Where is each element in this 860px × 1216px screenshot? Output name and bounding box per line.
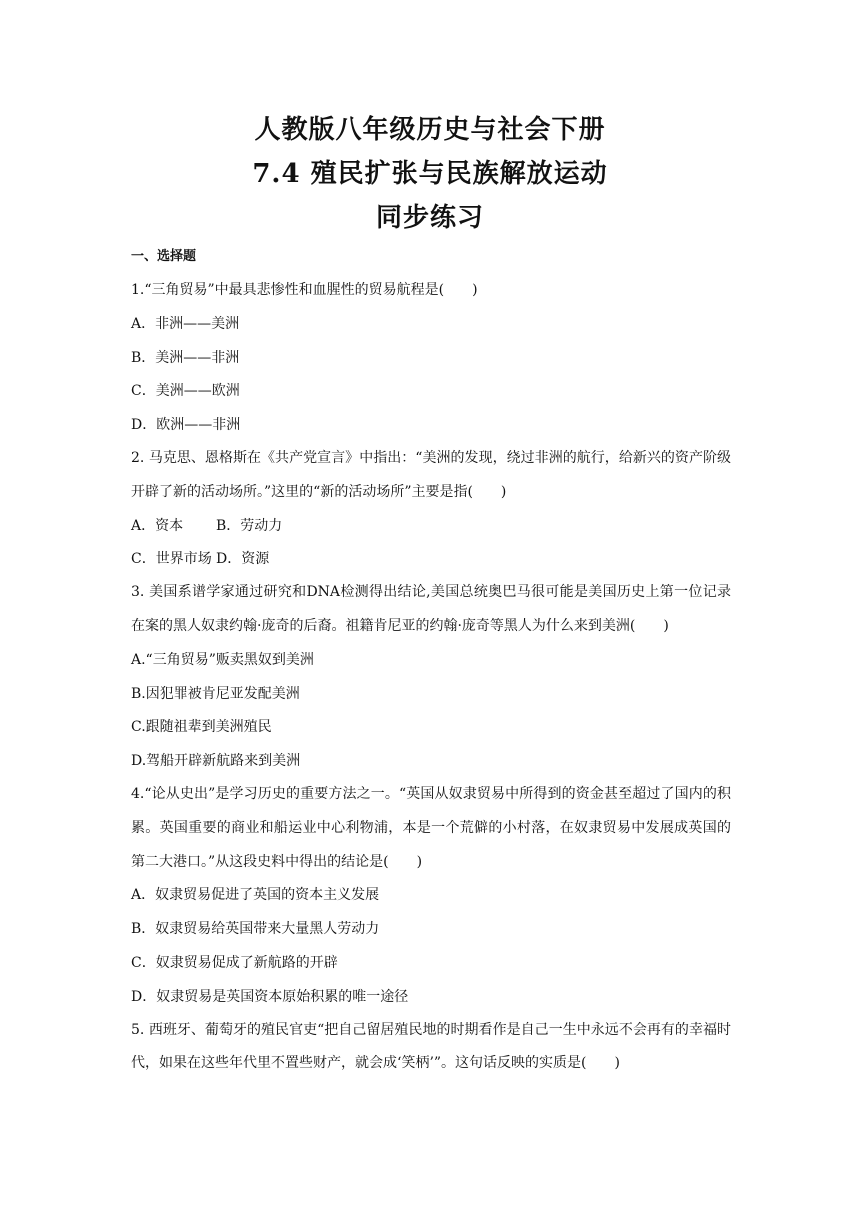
question-3-stem: 3. 美国系谱学家通过研究和DNA检测得出结论,美国总统奥巴马很可能是美国历史上第一位记录在案的黑人奴隶约翰·庞奇的后裔。祖籍肯尼亚的约翰·庞奇等黑人为什么来到美洲( ) [131, 584, 731, 634]
question-2-options-row-2 [131, 548, 731, 570]
question-1-stem: 1.“三角贸易”中最具悲惨性和血腥性的贸易航程是( ) [131, 282, 478, 298]
question-3-option-d: D.驾船开辟新航路来到美洲 [131, 753, 301, 770]
question-2-option-c: C．世界市场 [131, 551, 212, 568]
exercise-type-title: 同步练习 [375, 203, 484, 233]
lesson-title: 7.4 殖民扩张与民族解放运动 [252, 159, 608, 189]
question-5-stem: 5. 西班牙、葡萄牙的殖民官吏“把自己留居殖民地的时期看作是自己一生中永远不会再有的幸福时代，如果在这些年代里不置些财产，就会成‘笑柄’”。这句话反映的实质是( ) [131, 1021, 731, 1072]
question-4-option-c: C．奴隶贸易促成了新航路的开辟 [131, 954, 338, 971]
question-3-option-a: A.“三角贸易”贩卖黑奴到美洲 [131, 651, 314, 668]
question-list [131, 246, 731, 1086]
question-4-option-b: B．奴隶贸易给英国带来大量黑人劳动力 [131, 921, 380, 938]
question-1-option-a: A．非洲——美洲 [131, 315, 240, 332]
question-4-option-a: A．奴隶贸易促进了英国的资本主义发展 [131, 887, 380, 904]
question-4-stem: 4.“论从史出”是学习历史的重要方法之一。“英国从奴隶贸易中所得到的资金甚至超过了国内的积累。英国重要的商业和船运业中心利物浦，本是一个荒僻的小村落，在奴隶贸易中发展成英国的第二大港口。”从这段史料中得出的结论是( ) [131, 785, 731, 870]
question-2-options-row-1 [131, 515, 731, 537]
question-1-option-d: D．欧洲——非洲 [131, 417, 241, 434]
question-2-option-b: B．劳动力 [216, 517, 283, 534]
question-4-option-d: D．奴隶贸易是英国资本原始积累的唯一途径 [131, 988, 409, 1005]
question-3-option-b: B.因犯罪被肯尼亚发配美洲 [131, 685, 300, 702]
document-title: 人教版八年级历史与社会下册 [254, 115, 606, 145]
question-1-option-b: B．美洲——非洲 [131, 349, 240, 366]
question-2-stem: 2. 马克思、恩格斯在《共产党宣言》中指出：“美洲的发现，绕过非洲的航行，给新兴的资产阶级开辟了新的活动场所。”这里的“新的活动场所”主要是指( ) [131, 449, 731, 500]
question-2-option-a: A．资本 [131, 517, 184, 534]
question-3-option-c: C.跟随祖辈到美洲殖民 [131, 719, 272, 736]
question-1-option-c: C．美洲——欧洲 [131, 383, 240, 400]
question-2-option-d: D．资源 [216, 551, 270, 568]
section-heading: 一、选择题 [131, 249, 197, 264]
document-title-block [0, 108, 860, 240]
